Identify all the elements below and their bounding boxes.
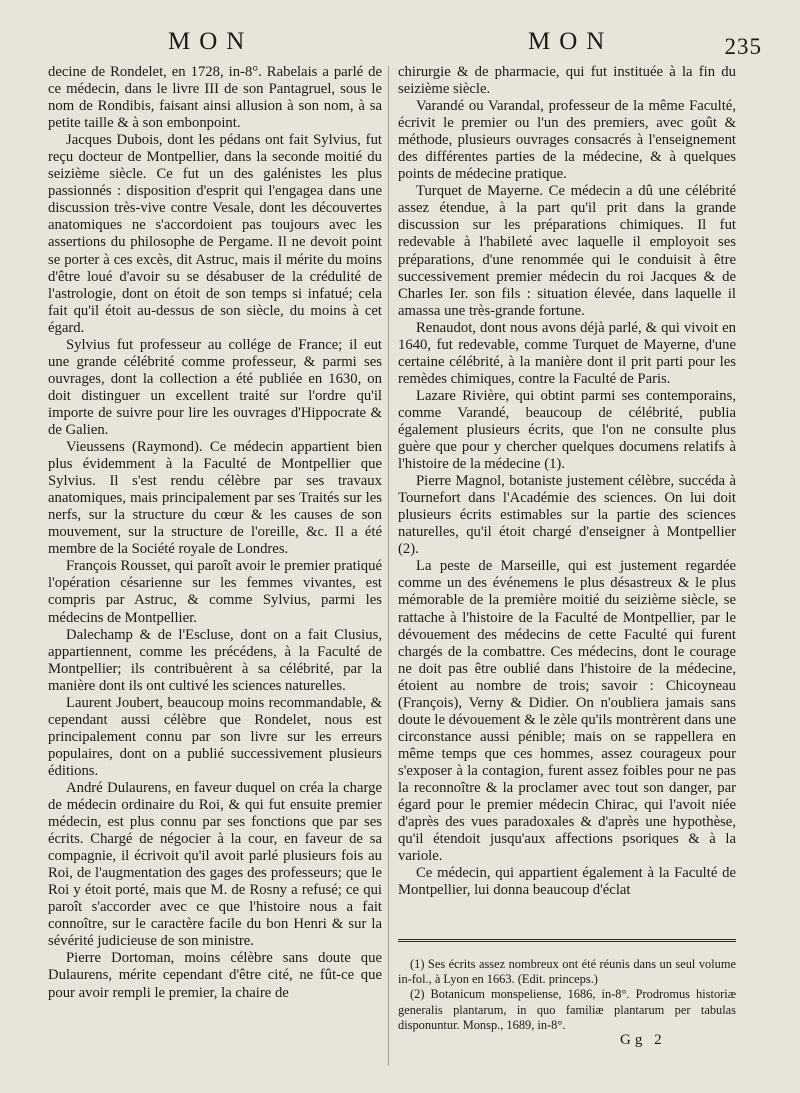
footnote: (1) Ses écrits assez nombreux ont été réunis dans un seul volume in-fol., à Lyon en 1663. (Edit. princeps.) (398, 957, 736, 987)
left-column (48, 64, 382, 1002)
paragraph: Laurent Joubert, beaucoup moins recommandable, & cependant aussi célèbre que Rondelet, nous est principalement connu par son livre sur les erreurs populaires, dont on a publié successivement plusieurs éditions. (48, 694, 382, 779)
paragraph: Dalechamp & de l'Escluse, dont on a fait Clusius, appartiennent, comme les précédens, à la Faculté de Montpellier; ils contribuèrent à sa célébrité, par la manière dont ils ont cultivé les sciences naturelles. (48, 626, 382, 694)
paragraph: François Rousset, qui paroît avoir le premier pratiqué l'opération césarienne sur les femmes vivantes, est compris par Astruc, & comme Sylvius, parmi les médecins de Montpellier. (48, 558, 382, 626)
running-head-left: MON (168, 28, 254, 55)
paragraph: Renaudot, dont nous avons déjà parlé, & qui vivoit en 1640, fut redevable, comme Turquet de Mayerne, d'une certaine célébrité, à la manière dont il prit parti pour les remèdes chimiques, contre la Faculté de Paris. (398, 319, 736, 387)
paragraph: Vieussens (Raymond). Ce médecin appartient bien plus évidemment à la Faculté de Montpellier que Sylvius. Il s'est rendu célèbre par ses travaux anatomiques, mais principalement par ses Traités sur les nerfs, sur la structure du cœur & les causes de son mouvement, sur la structure de l'oreille, &c. Il a été membre de la Société royale de Londres. (48, 439, 382, 558)
paragraph: Pierre Dortoman, moins célèbre sans doute que Dulaurens, mérite cependant d'être cité, ne fût-ce que pour avoir rempli le premier, la chaire de (48, 950, 382, 1001)
signature-mark: Gg 2 (620, 1032, 666, 1048)
paragraph: Sylvius fut professeur au collége de France; il eut une grande célébrité comme professeur, & parmi ses ouvrages, dont la collection a été publiée en 1630, on doit distinguer un excellent traité sur l'ordre qu'il importe de suivre pour lire les ouvrages d'Hippocrate & de Galien. (48, 336, 382, 438)
paragraph: chirurgie & de pharmacie, qui fut instituée à la fin du seizième siècle. (398, 64, 736, 98)
paragraph: La peste de Marseille, qui est justement regardée comme un des événemens le plus désastreux & le plus mémorable de la première moitié du seizième siècle, se rattache à l'histoire de la Faculté de Montpellier, par le dévouement des médecins de cette Faculté qui furent chargés de la combattre. Ces médecins, dont le courage ne doit pas être oublié dans l'histoire de la médecine, étoient au nombre de trois; savoir : Chicoyneau (François), Verny & Didier. On n'oubliera jamais sans doute le dévouement & le zèle qu'ils montrèrent dans une circonstance aussi pénible; mais on se rappellera en même temps que ces hommes, assez courageux pour s'exposer à la contagion, furent assez foibles pour ne pas la reconnoître & la proclamer avec tout son danger, par égard pour le premier médecin Chirac, qui l'avoit niée d'après des vues paradoxales & d'après une hypothèse, qu'il étendoit jusqu'aux affections psoriques & à la variole. (398, 558, 736, 865)
paragraph: Lazare Rivière, qui obtint parmi ses contemporains, comme Varandé, beaucoup de célébrité, publia également plusieurs écrits, que l'on ne consulte plus guère que pour y chercher quelques documens relatifs à l'histoire de la médecine (1). (398, 387, 736, 473)
paragraph: Ce médecin, qui appartient également à la Faculté de Montpellier, lui donna beaucoup d'éclat (398, 865, 736, 899)
paragraph: decine de Rondelet, en 1728, in-8°. Rabelais a parlé de ce médecin, dans le livre III de son Pantagruel, sous le nom de Rondibis, faisant ainsi allusion à son nom, à sa petite taille & à son embonpoint. (48, 64, 382, 132)
column-separator (388, 66, 389, 1066)
footnote-rule (398, 939, 736, 942)
footnote: (2) Botanicum monspeliense, 1686, in-8°. Prodromus historiæ generalis plantarum, in quo familiæ plantarum per tabulas disponuntur. Monsp., 1689, in-8°. (398, 987, 736, 1032)
page-number: 235 (724, 34, 762, 59)
paragraph: Pierre Magnol, botaniste justement célèbre, succéda à Tournefort dans l'Académie des sciences. On lui doit plusieurs écrits estimables sur la partie des sciences naturelles, qu'il étoit chargé d'enseigner à Montpellier (2). (398, 473, 736, 558)
paragraph: André Dulaurens, en faveur duquel on créa la charge de médecin ordinaire du Roi, & qui fut ensuite premier médecin, est plus connu par ses fonctions que par ses écrits. Chargé de négocier à la cour, en faveur de sa compagnie, il écrivoit qu'il avoit parlé plusieurs fois au Roi, de l'augmentation des gages des professeurs; que le Roi y étoit porté, mais que M. de Rosny a refusé; ce qui paroît s'accorder avec ce que l'histoire nous a fait connoître, sur le caractère facile du bon Henri & sur la sévérité judicieuse de son ministre. (48, 779, 382, 950)
footnotes (398, 957, 736, 1033)
running-head-right: MON (528, 28, 614, 55)
paragraph: Turquet de Mayerne. Ce médecin a dû une célébrité assez étendue, à la part qu'il prit dans la grande discussion sur les préparations chimiques. Il fut redevable à l'habileté avec laquelle il employoit ses préparations, d'une renommée qui le conduisit à être successivement premier médecin du roi Jacques & de Charles Ier. son fils : situation élevée, dans laquelle il amassa une très-grande fortune. (398, 183, 736, 319)
paragraph: Varandé ou Varandal, professeur de la même Faculté, écrivit le premier ou l'un des premiers, avec goût & méthode, plusieurs ouvrages consacrés à l'enseignement des différentes parties de la médecine, & à quelques points de médecine pratique. (398, 98, 736, 183)
right-column (398, 64, 736, 899)
paragraph: Jacques Dubois, dont les pédans ont fait Sylvius, fut reçu docteur de Montpellier, dans la seconde moitié du seizième siècle. Ce fut un des galénistes les plus passionnés : disposition d'esprit qui l'engagea dans une discussion très-vive contre Vesale, dont les découvertes anatomiques ne s'accordoient pas toujours avec les assertions du philosophe de Pergame. Il ne devoit point se porter à ces excès, dit Astruc, mais il mérite du moins d'être loué d'avoir su se désabuser de la crédulité de l'astrologie, dont on étoit de son temps si infatué; cela fait qu'il étoit au-dessus de son siècle, du moins à cet égard. (48, 132, 382, 336)
